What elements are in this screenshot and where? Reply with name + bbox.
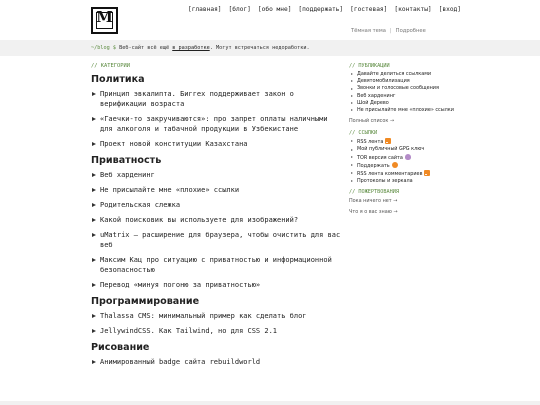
post-link[interactable]: JellywindCSS. Как Tailwind, но для CSS 2.1 bbox=[91, 326, 341, 336]
link-mirrors[interactable] bbox=[349, 178, 459, 185]
link-label: TOR версия сайта bbox=[357, 154, 403, 161]
links-head: // ССЫЛКИ bbox=[349, 130, 378, 137]
publication-item[interactable]: Давайте делиться ссылками bbox=[349, 71, 459, 78]
publication-item[interactable]: Веб харденинг bbox=[349, 93, 459, 100]
donations-head: // ПОЖЕРТВОВАНИЯ bbox=[349, 189, 399, 196]
notice-path: ~/blog $ bbox=[91, 45, 116, 51]
link-label: Протоколы и зеркала bbox=[357, 178, 413, 185]
rss-icon bbox=[385, 138, 391, 144]
link-rss-comments[interactable] bbox=[349, 170, 459, 178]
post-link[interactable]: Thalassa CMS: минимальный пример как сделать блог bbox=[91, 311, 341, 321]
more-link[interactable]: Подробнее bbox=[395, 28, 426, 34]
dev-notice-bar bbox=[0, 40, 540, 56]
post-link[interactable]: uMatrix – расширение для браузера, чтобы очистить для вас веб bbox=[91, 230, 341, 250]
post-link[interactable]: Какой поисковик вы используете для изображений? bbox=[91, 215, 341, 225]
post-link[interactable]: Анимированный badge сайта rebuildworld bbox=[91, 357, 341, 367]
link-gpg[interactable] bbox=[349, 146, 459, 153]
nav-support[interactable]: [поддержать] bbox=[298, 6, 344, 13]
publications-list bbox=[349, 71, 459, 114]
nav-guestbook[interactable]: [гостевая] bbox=[350, 6, 388, 13]
publication-item[interactable]: Девятомобилизация bbox=[349, 78, 459, 85]
section-title[interactable]: Программирование bbox=[91, 296, 200, 307]
site-header bbox=[0, 0, 540, 40]
notice-text-after: . Могут встречаться недоработки. bbox=[209, 45, 310, 51]
post-link[interactable]: Проект новой конституции Казахстана bbox=[91, 139, 341, 149]
publication-item[interactable]: Не присылайте мне «плохие» ссылки bbox=[349, 107, 459, 114]
section-programming bbox=[91, 295, 341, 336]
sidebar bbox=[349, 62, 459, 216]
main-nav bbox=[188, 6, 461, 14]
section-title[interactable]: Рисование bbox=[91, 342, 150, 353]
post-link[interactable]: Веб харденинг bbox=[91, 170, 341, 180]
nav-about[interactable]: [обо мне] bbox=[257, 6, 292, 13]
tor-icon bbox=[405, 154, 411, 160]
link-tor[interactable] bbox=[349, 154, 459, 162]
logo-letter: M bbox=[96, 8, 113, 26]
post-link[interactable]: Родительская слежка bbox=[91, 200, 341, 210]
link-label: RSS лента bbox=[357, 139, 384, 146]
rss-icon bbox=[424, 170, 430, 176]
link-label: RSS лента комментариев bbox=[357, 171, 423, 178]
section-privacy bbox=[91, 154, 341, 290]
notice-text-before: Веб-сайт всё ещё bbox=[116, 45, 173, 51]
section-title[interactable]: Политика bbox=[91, 74, 145, 85]
link-label: Поддержать bbox=[357, 162, 390, 169]
notice-dev-link[interactable]: в разработке bbox=[172, 45, 210, 51]
links-list bbox=[349, 138, 459, 185]
what-i-know-link[interactable]: Что я о вас знаю → bbox=[349, 209, 398, 216]
site-logo[interactable] bbox=[91, 7, 118, 34]
nav-home[interactable]: [главная] bbox=[188, 6, 222, 13]
dev-notice-text bbox=[91, 44, 310, 52]
main-content bbox=[91, 62, 341, 372]
section-drawing bbox=[91, 341, 341, 367]
footer-strip bbox=[0, 401, 540, 405]
support-icon bbox=[392, 162, 398, 168]
link-support[interactable] bbox=[349, 162, 459, 170]
categories-tag: // КАТЕГОРИИ bbox=[91, 63, 130, 69]
section-politics bbox=[91, 73, 341, 149]
publications-head: // ПУБЛИКАЦИИ bbox=[349, 63, 390, 69]
theme-row bbox=[351, 28, 426, 35]
dark-theme-toggle[interactable]: Тёмная тема bbox=[351, 28, 386, 34]
nav-contacts[interactable]: [контакты] bbox=[394, 6, 432, 13]
post-link[interactable]: Принцип эвкалипта. Биггех поддерживает закон о верификации возраста bbox=[91, 89, 341, 109]
post-link[interactable]: Не присылайте мне «плохие» ссылки bbox=[91, 185, 341, 195]
nav-blog[interactable]: [блог] bbox=[228, 6, 251, 13]
post-link[interactable]: Перевод «минуя погоню за приватностью» bbox=[91, 280, 341, 290]
donations-none-link[interactable]: Пока ничего нет → bbox=[349, 198, 398, 205]
nav-login[interactable]: [вход] bbox=[438, 6, 462, 13]
post-link[interactable]: «Гаечки-то закручиваются»: про запрет оплаты наличными для алкоголя и табачной продукции в Узбекистане bbox=[91, 114, 341, 134]
full-list-link[interactable]: Полный список → bbox=[349, 118, 394, 125]
post-link[interactable]: Максим Кац про ситуацию с приватностью и информационной безопасностью bbox=[91, 255, 341, 275]
publication-item[interactable]: Шой Дерево bbox=[349, 100, 459, 107]
link-label: Мой публичный GPG ключ bbox=[357, 146, 425, 153]
theme-separator: | bbox=[389, 28, 392, 34]
section-title[interactable]: Приватность bbox=[91, 155, 162, 166]
publication-item[interactable]: Звонки и голосовые сообщения bbox=[349, 85, 459, 92]
